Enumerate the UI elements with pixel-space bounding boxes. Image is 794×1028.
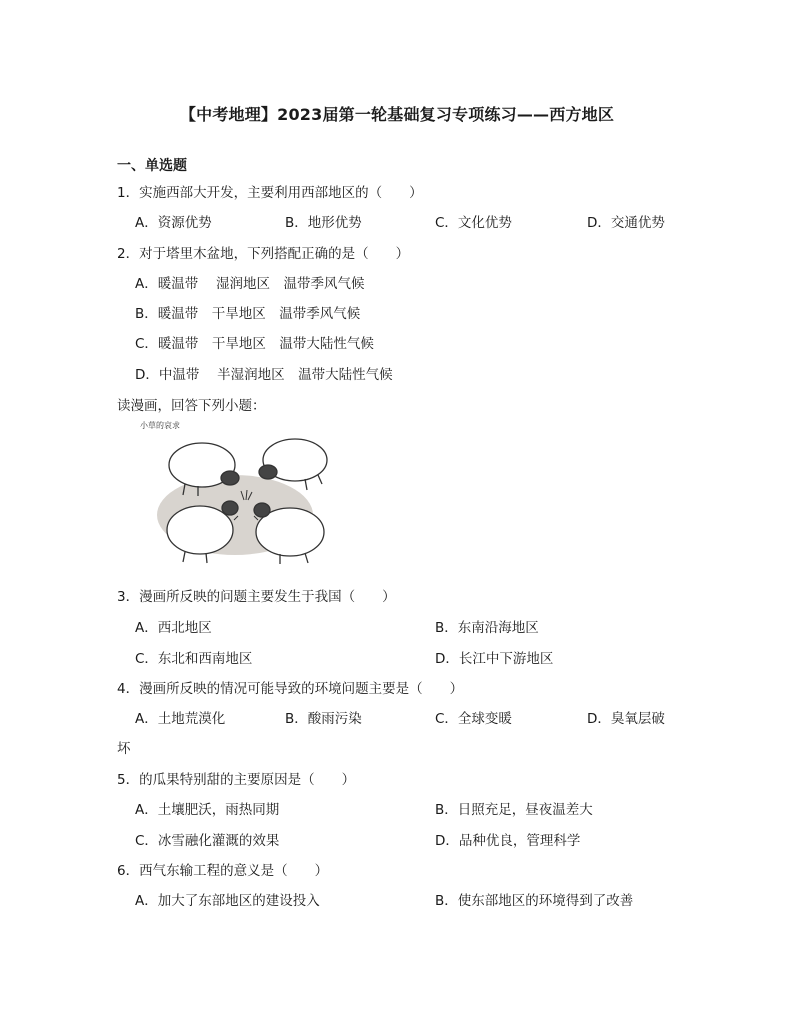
question-4-option-c: C．全球变暖: [435, 711, 512, 727]
sheep-bottom-right: [254, 503, 324, 564]
question-2-option-b: B．暖温带 干旱地区 温带季风气候: [135, 306, 361, 322]
question-3-option-a: A．西北地区: [135, 620, 212, 636]
cartoon-title: 小草的哀求: [140, 421, 180, 430]
question-4-option-d: D．臭氧层破: [587, 711, 665, 727]
question-3-option-b: B．东南沿海地区: [435, 620, 539, 636]
question-4-option-a: A．土地荒漠化: [135, 711, 226, 727]
question-5-option-a: A．土壤肥沃，雨热同期: [135, 802, 280, 818]
section-heading: 一、单选题: [117, 158, 187, 174]
question-1-option-a: A．资源优势: [135, 215, 212, 231]
cartoon-illustration: [140, 420, 340, 570]
question-4-stem: 4．漫画所反映的情况可能导致的环境问题主要是（ ）: [117, 681, 464, 697]
question-1-option-c: C．文化优势: [435, 215, 512, 231]
question-2-option-c: C．暖温带 干旱地区 温带大陆性气候: [135, 336, 374, 352]
question-3-stem: 3．漫画所反映的问题主要发生于我国（ ）: [117, 589, 396, 605]
question-1-option-b: B．地形优势: [285, 215, 362, 231]
question-4-option-d-wrap: 坏: [117, 741, 131, 757]
document-title: 【中考地理】2023届第一轮基础复习专项练习——西方地区: [179, 105, 615, 124]
question-5-option-c: C．冰雪融化灌溉的效果: [135, 833, 280, 849]
question-6-option-a: A．加大了东部地区的建设投入: [135, 893, 320, 909]
question-1-option-d: D．交通优势: [587, 215, 665, 231]
question-5-option-d: D．品种优良，管理科学: [435, 833, 581, 849]
question-3-option-d: D．长江中下游地区: [435, 651, 554, 667]
sheep-drawing: [140, 420, 340, 570]
question-2-option-a: A．暖温带 湿润地区 温带季风气候: [135, 276, 365, 292]
question-2-option-d: D．中温带 半湿润地区 温带大陆性气候: [135, 367, 393, 383]
question-1-stem: 1．实施西部大开发，主要利用西部地区的（ ）: [117, 185, 423, 201]
question-5-stem: 5．的瓜果特别甜的主要原因是（ ）: [117, 772, 356, 788]
read-prompt: 读漫画，回答下列小题：: [117, 398, 266, 414]
question-5-option-b: B．日照充足，昼夜温差大: [435, 802, 593, 818]
question-2-stem: 2．对于塔里木盆地，下列搭配正确的是（ ）: [117, 246, 410, 262]
question-6-option-b: B．使东部地区的环境得到了改善: [435, 893, 634, 909]
question-3-option-c: C．东北和西南地区: [135, 651, 253, 667]
question-6-stem: 6．西气东输工程的意义是（ ）: [117, 863, 329, 879]
question-4-option-b: B．酸雨污染: [285, 711, 362, 727]
